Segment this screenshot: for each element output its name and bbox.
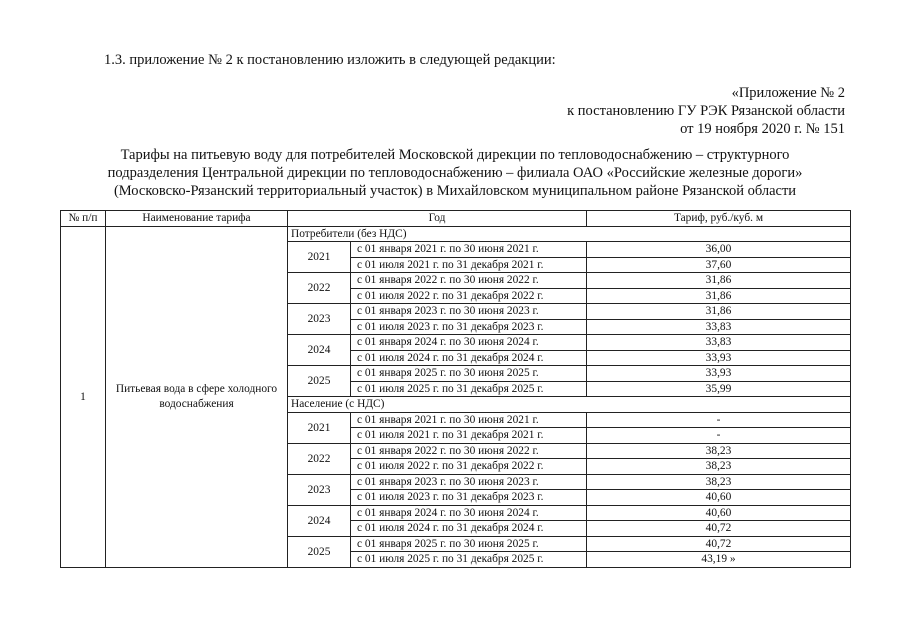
tariff-value-cell: 40,60 bbox=[587, 490, 851, 506]
tariff-value-cell: 33,83 bbox=[587, 319, 851, 335]
year-cell: 2025 bbox=[288, 366, 351, 397]
period-cell: с 01 июля 2024 г. по 31 декабря 2024 г. bbox=[351, 521, 587, 537]
tariff-value-cell: 40,60 bbox=[587, 505, 851, 521]
annex-line-2: к постановлению ГУ РЭК Рязанской области bbox=[567, 103, 845, 119]
period-cell: с 01 января 2022 г. по 30 июня 2022 г. bbox=[351, 273, 587, 289]
tariff-value-cell: 37,60 bbox=[587, 257, 851, 273]
period-cell: с 01 января 2021 г. по 30 июня 2021 г. bbox=[351, 242, 587, 258]
period-cell: с 01 июля 2021 г. по 31 декабря 2021 г. bbox=[351, 257, 587, 273]
annex-line-1: «Приложение № 2 bbox=[731, 85, 845, 101]
tariff-value-cell: 33,93 bbox=[587, 366, 851, 382]
period-cell: с 01 января 2025 г. по 30 июня 2025 г. bbox=[351, 366, 587, 382]
annex-header bbox=[567, 84, 845, 138]
period-cell: с 01 июля 2022 г. по 31 декабря 2022 г. bbox=[351, 459, 587, 475]
period-cell: с 01 января 2021 г. по 30 июня 2021 г. bbox=[351, 412, 587, 428]
title-line-2: подразделения Центральной дирекции по тепловодоснабжению – филиала ОАО «Российские железные дороги» bbox=[107, 165, 803, 181]
period-cell: с 01 июля 2023 г. по 31 декабря 2023 г. bbox=[351, 319, 587, 335]
period-cell: с 01 января 2022 г. по 30 июня 2022 г. bbox=[351, 443, 587, 459]
header-name: Наименование тарифа bbox=[106, 211, 288, 227]
tariff-value-cell: 40,72 bbox=[587, 536, 851, 552]
tariff-name: Питьевая вода в сфере холодного водоснабжения bbox=[106, 226, 288, 567]
tariff-value-cell: 31,86 bbox=[587, 273, 851, 289]
header-num: № п/п bbox=[61, 211, 106, 227]
table-body bbox=[61, 226, 851, 567]
header-year: Год bbox=[288, 211, 587, 227]
tariff-value-cell: 31,86 bbox=[587, 304, 851, 320]
tariff-value-cell: - bbox=[587, 428, 851, 444]
tariff-value-cell: 33,83 bbox=[587, 335, 851, 351]
intro-paragraph: 1.3. приложение № 2 к постановлению изложить в следующей редакции: bbox=[104, 52, 556, 68]
tariff-value-cell: 33,93 bbox=[587, 350, 851, 366]
header-tariff: Тариф, руб./куб. м bbox=[587, 211, 851, 227]
tariff-value-cell: 38,23 bbox=[587, 459, 851, 475]
period-cell: с 01 января 2023 г. по 30 июня 2023 г. bbox=[351, 304, 587, 320]
year-cell: 2023 bbox=[288, 474, 351, 505]
tariff-value-cell: 31,86 bbox=[587, 288, 851, 304]
document-title bbox=[60, 146, 850, 200]
year-cell: 2024 bbox=[288, 335, 351, 366]
title-line-1: Тарифы на питьевую воду для потребителей Московской дирекции по тепловодоснабжению – структурного bbox=[120, 147, 790, 163]
group-label: Население (с НДС) bbox=[288, 397, 851, 413]
period-cell: с 01 июля 2025 г. по 31 декабря 2025 г. bbox=[351, 552, 587, 568]
tariff-table bbox=[60, 210, 851, 568]
period-cell: с 01 июля 2022 г. по 31 декабря 2022 г. bbox=[351, 288, 587, 304]
tariff-value-cell: 36,00 bbox=[587, 242, 851, 258]
year-cell: 2024 bbox=[288, 505, 351, 536]
row-number: 1 bbox=[61, 226, 106, 567]
group-label: Потребители (без НДС) bbox=[288, 226, 851, 242]
year-cell: 2023 bbox=[288, 304, 351, 335]
tariff-value-cell: 35,99 bbox=[587, 381, 851, 397]
year-cell: 2022 bbox=[288, 443, 351, 474]
period-cell: с 01 июля 2025 г. по 31 декабря 2025 г. bbox=[351, 381, 587, 397]
group-row bbox=[61, 226, 851, 242]
period-cell: с 01 июля 2024 г. по 31 декабря 2024 г. bbox=[351, 350, 587, 366]
period-cell: с 01 января 2023 г. по 30 июня 2023 г. bbox=[351, 474, 587, 490]
year-cell: 2022 bbox=[288, 273, 351, 304]
period-cell: с 01 июля 2021 г. по 31 декабря 2021 г. bbox=[351, 428, 587, 444]
period-cell: с 01 января 2024 г. по 30 июня 2024 г. bbox=[351, 335, 587, 351]
title-line-3: (Московско-Рязанский территориальный участок) в Михайловском муниципальном районе Рязанской области bbox=[113, 183, 797, 199]
year-cell: 2021 bbox=[288, 242, 351, 273]
period-cell: с 01 января 2024 г. по 30 июня 2024 г. bbox=[351, 505, 587, 521]
tariff-value-cell: 40,72 bbox=[587, 521, 851, 537]
tariff-value-cell: 43,19 » bbox=[587, 552, 851, 568]
period-cell: с 01 июля 2023 г. по 31 декабря 2023 г. bbox=[351, 490, 587, 506]
year-cell: 2021 bbox=[288, 412, 351, 443]
tariff-value-cell: 38,23 bbox=[587, 443, 851, 459]
tariff-value-cell: 38,23 bbox=[587, 474, 851, 490]
annex-line-3: от 19 ноября 2020 г. № 151 bbox=[680, 121, 845, 137]
year-cell: 2025 bbox=[288, 536, 351, 567]
period-cell: с 01 января 2025 г. по 30 июня 2025 г. bbox=[351, 536, 587, 552]
tariff-value-cell: - bbox=[587, 412, 851, 428]
table-header-row bbox=[61, 211, 851, 227]
